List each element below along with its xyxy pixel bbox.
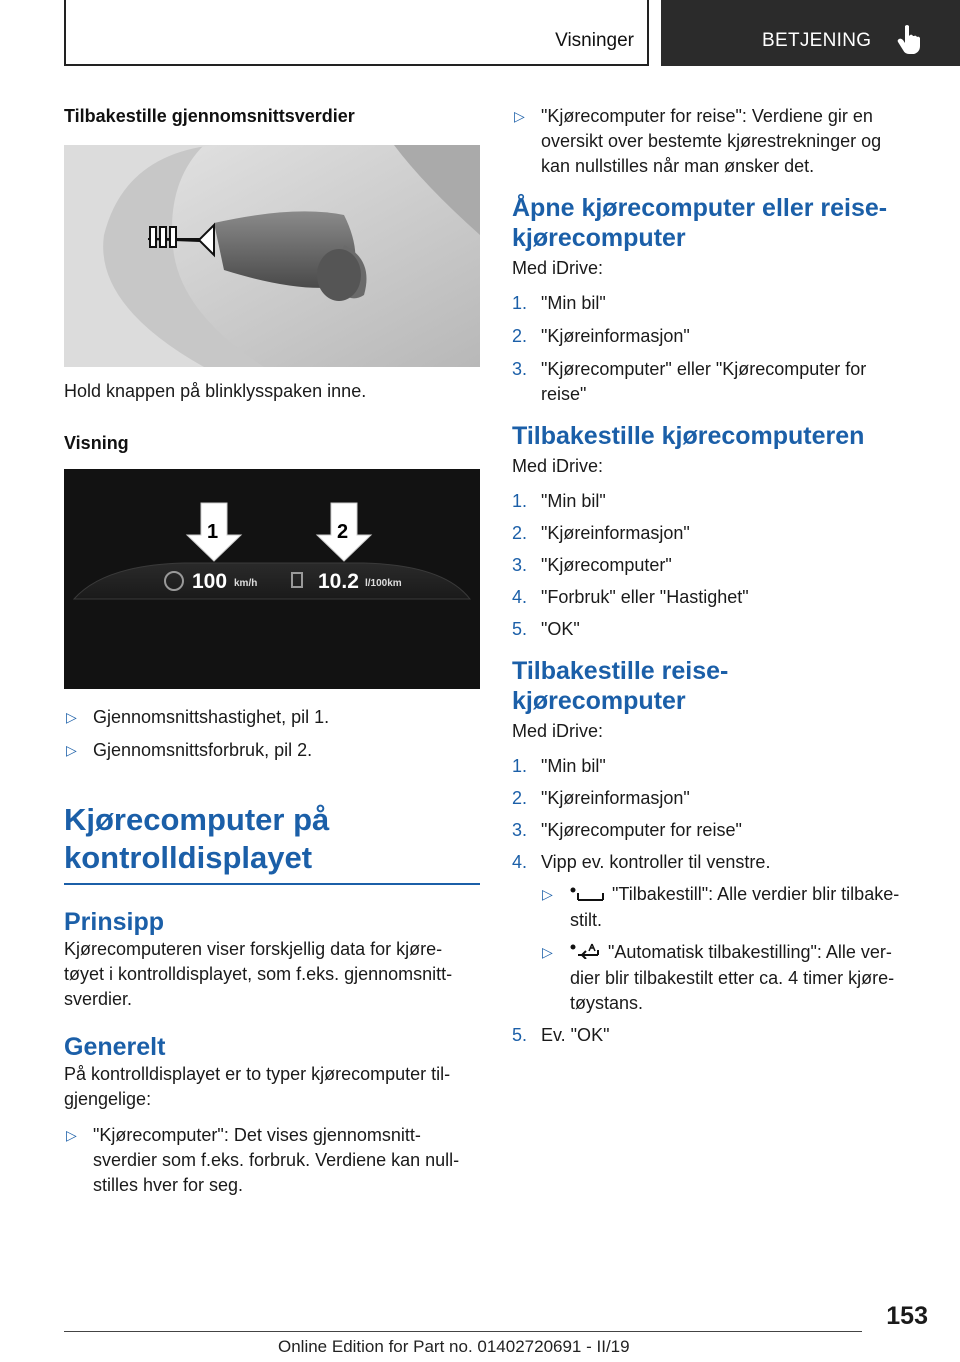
- open-trip-computer-heading: Åpne kjørecomputer eller reise- kjørecomputer: [512, 194, 888, 252]
- auto-reset-icon: [570, 941, 600, 966]
- section-intro: Med iDrive:: [512, 721, 604, 741]
- sub-list-item: ▷ "Automatisk tilbakestilling": Alle ver- dier blir tilbakestilt etter ca. 4 timer kjøre- tøystans.: [542, 941, 895, 1013]
- list-item: ▷ Gjennomsnittsforbruk, pil 2.: [66, 740, 313, 760]
- page-number: 153: [886, 1302, 928, 1330]
- section-intro: Med iDrive:: [512, 258, 604, 278]
- speed-unit: km/h: [234, 578, 258, 589]
- reset-trip-computer-heading: Tilbakestille kjørecomputeren: [512, 422, 865, 450]
- list-item: 2. "Kjøreinformasjon": [512, 326, 690, 346]
- reset-icon: [570, 883, 604, 908]
- arrow-2-label: 2: [337, 521, 349, 543]
- turn-signal-lever-illustration: [64, 145, 480, 367]
- edition-note: Online Edition for Part no. 01402720691 - II/19: [278, 1337, 630, 1356]
- list-item: 4. "Forbruk" eller "Hastighet": [512, 587, 749, 607]
- list-item: ▷ Gjennomsnittshastighet, pil 1.: [66, 707, 330, 727]
- right-column: [512, 100, 928, 1048]
- general-heading: Generelt: [64, 1033, 166, 1061]
- list-item: 3. "Kjørecomputer": [512, 555, 672, 575]
- list-item: ▷ "Kjørecomputer": Det vises gjennomsnitt- sverdier som f.eks. forbruk. Verdiene kan null- stilles hver for seg.: [66, 1125, 460, 1195]
- list-item: 1. "Min bil": [512, 756, 606, 776]
- general-text: På kontrolldisplayet er to typer kjørecomputer til- gjengelige:: [64, 1064, 451, 1109]
- pointing-hand-icon: [897, 24, 923, 59]
- consumption-unit: l/100km: [365, 578, 402, 589]
- header-chapter-label: BETJENING: [762, 30, 872, 51]
- reset-travel-computer-heading: Tilbakestille reise- kjørecomputer: [512, 657, 729, 715]
- list-item: 4. Vipp ev. kontroller til venstre.: [512, 852, 771, 872]
- consumption-value: 10.2: [318, 570, 359, 593]
- principle-text: Kjørecomputeren viser forskjellig data for kjøre- tøyet i kontrolldisplayet, som f.eks. gjennomsnitt- sverdier.: [64, 939, 453, 1009]
- list-item: 3. "Kjørecomputer" eller "Kjørecomputer for reise": [512, 359, 867, 404]
- instrument-display-image: [64, 469, 480, 689]
- hold-button-text: Hold knappen på blinklysspaken inne.: [64, 381, 367, 401]
- list-item: 2. "Kjøreinformasjon": [512, 523, 690, 543]
- list-item: 1. "Min bil": [512, 293, 606, 313]
- display-heading: Visning: [64, 433, 129, 453]
- list-item: 2. "Kjøreinformasjon": [512, 788, 690, 808]
- list-item: 3. "Kjørecomputer for reise": [512, 820, 742, 840]
- reset-averages-heading: Tilbakestille gjennomsnittsverdier: [64, 106, 355, 126]
- header-chapter-tab: [661, 0, 960, 66]
- chapter-divider: [64, 883, 480, 885]
- sub-list-item: ▷ "Tilbakestill": Alle verdier blir tilbake- stilt.: [542, 884, 900, 930]
- speed-value: 100: [192, 570, 228, 593]
- header-section-title: Visninger: [555, 30, 634, 51]
- principle-heading: Prinsipp: [64, 908, 165, 936]
- list-item: 5. "OK": [512, 619, 580, 639]
- footer-divider: [64, 1331, 862, 1332]
- chapter-title: Kjørecomputer på kontrolldisplayet: [64, 802, 330, 875]
- list-item: ▷ "Kjørecomputer for reise": Verdiene gir en oversikt over bestemte kjørestrekninger og kan nullstilles når man ønsker det.: [514, 106, 882, 176]
- section-intro: Med iDrive:: [512, 456, 604, 476]
- arrow-1-label: 1: [207, 521, 219, 543]
- list-item: 5. Ev. "OK": [512, 1024, 610, 1045]
- left-column: [64, 100, 480, 1198]
- list-item: 1. "Min bil": [512, 491, 606, 511]
